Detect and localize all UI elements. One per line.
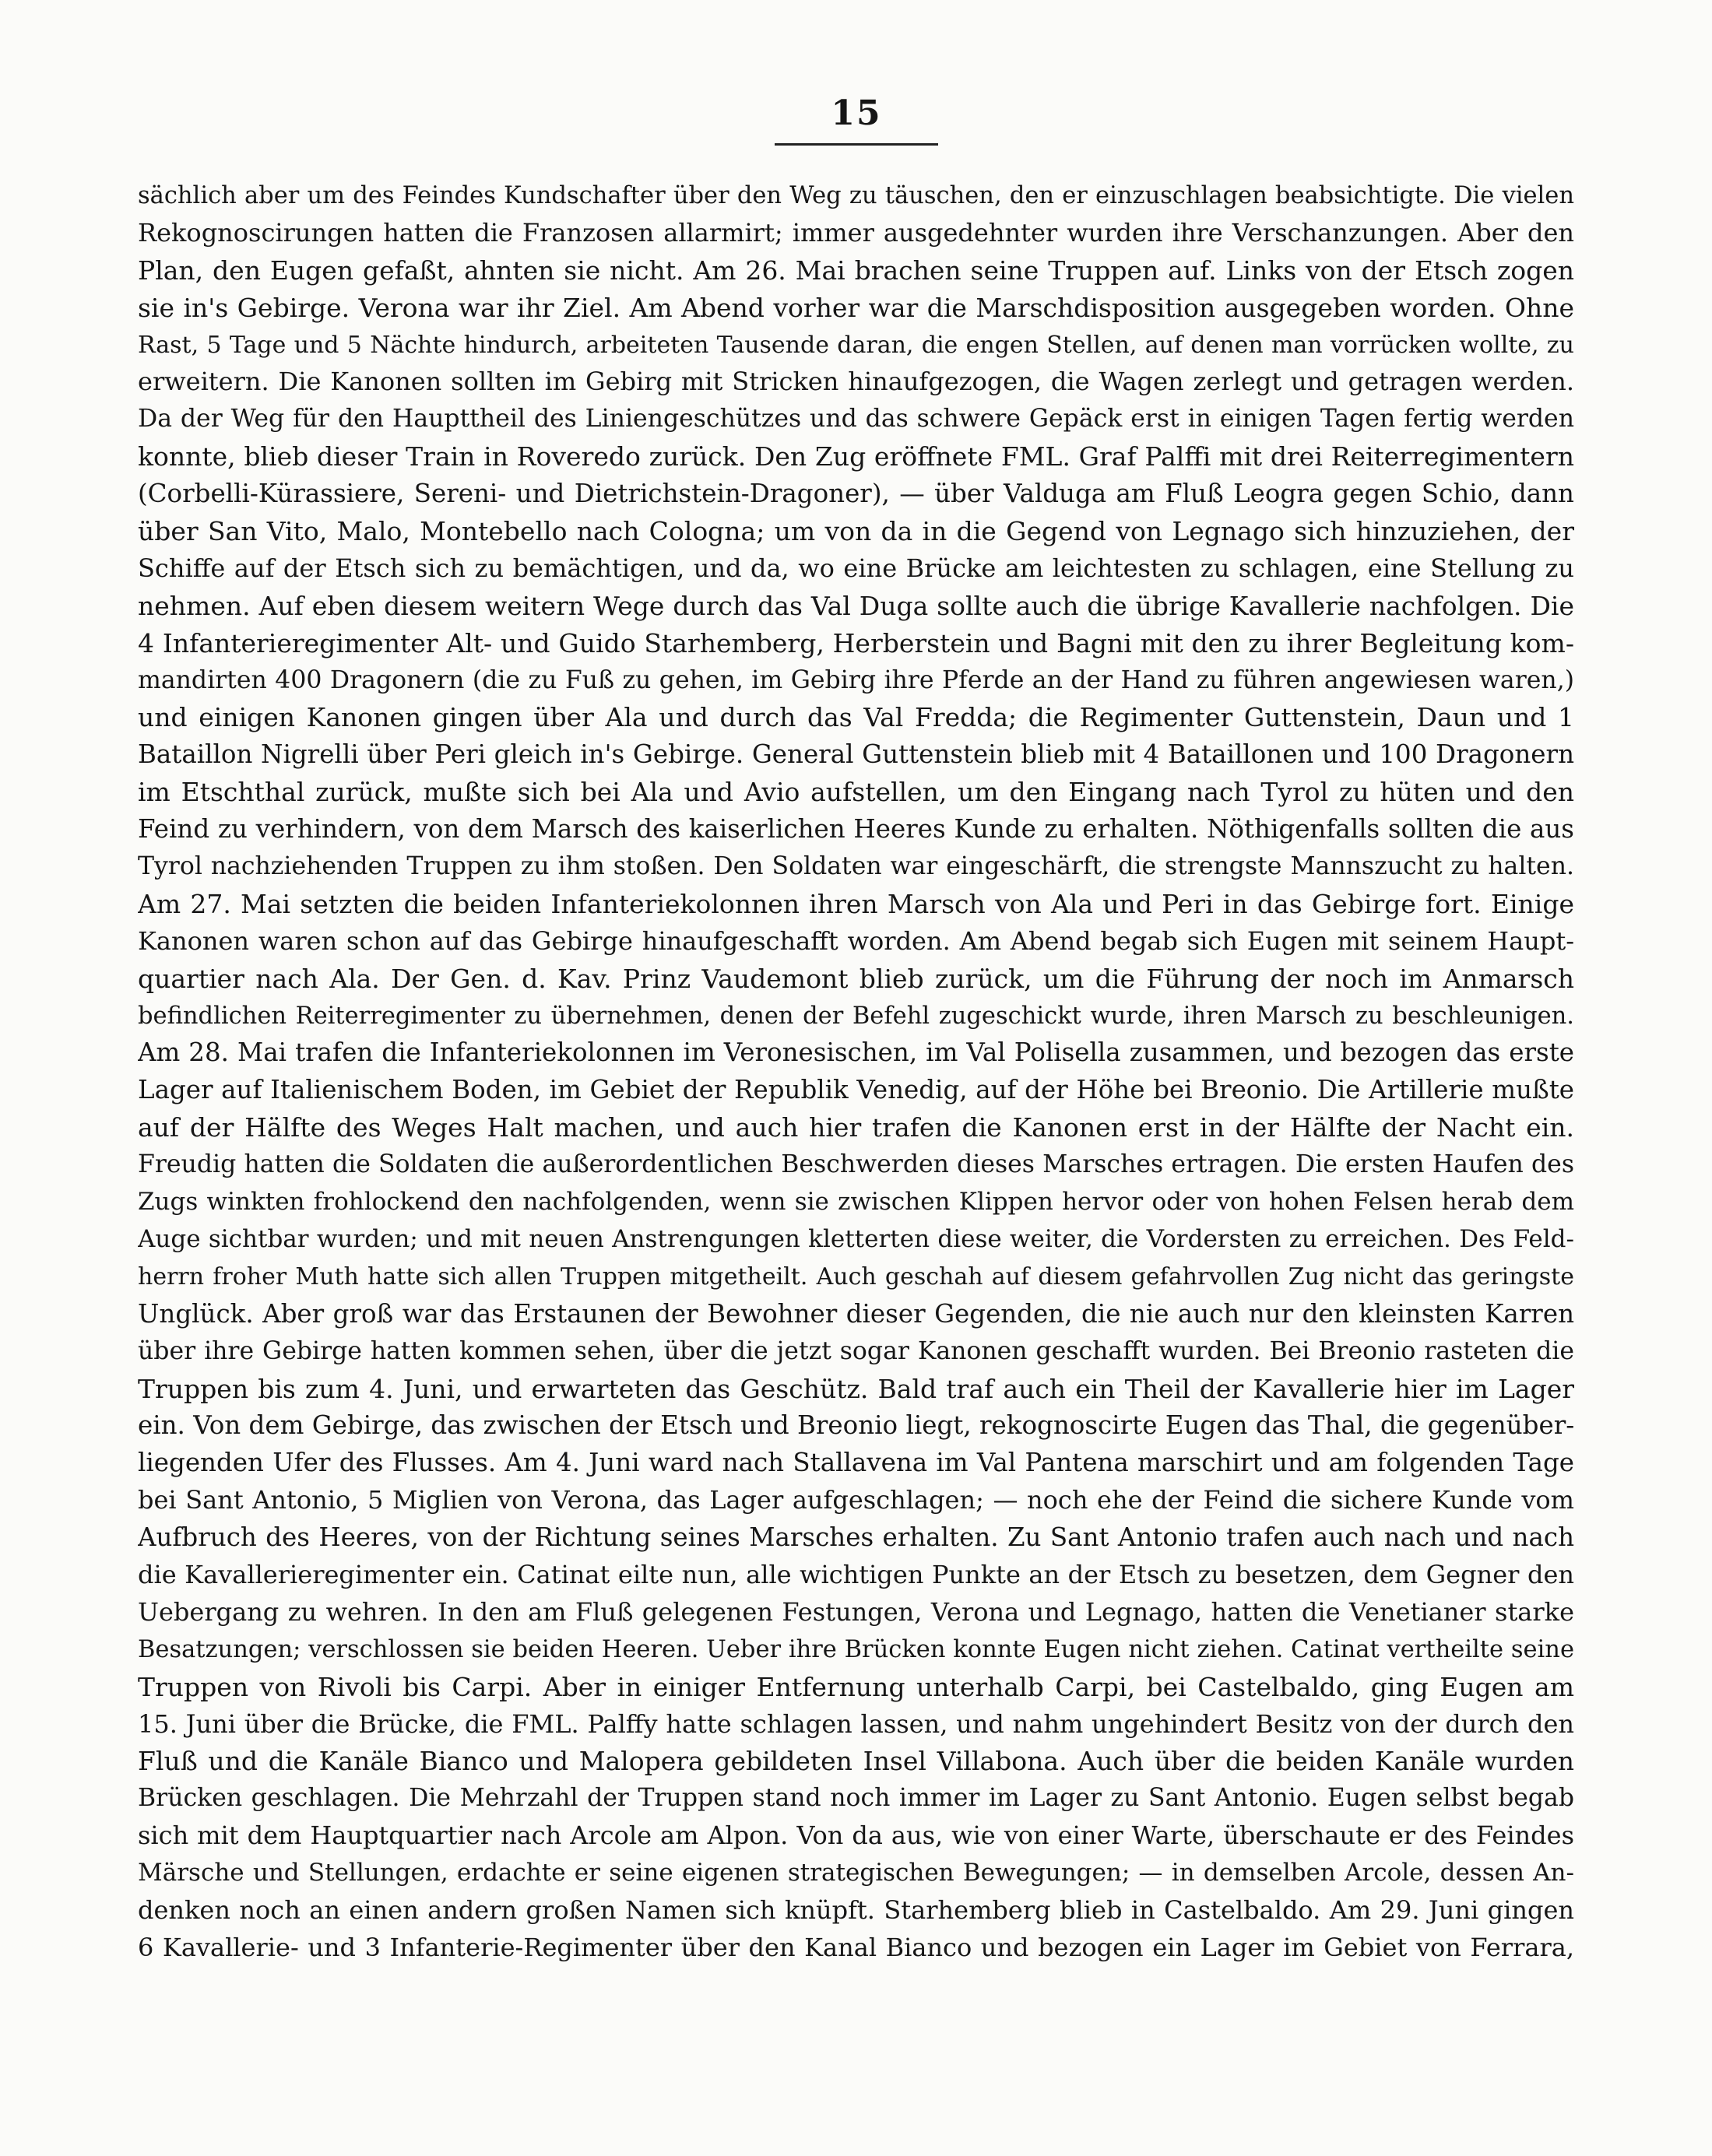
text-line: erweitern. Die Kanonen sollten im Gebirg mit Stricken hinaufgezogen, die Wagen zerlegt und getragen werden. xyxy=(138,367,1574,397)
text-line: sächlich aber um des Feindes Kundschafter über den Weg zu täuschen, den er einzuschlagen beabsichtigte. Die vielen xyxy=(138,182,1574,209)
text-line: Freudig hatten die Soldaten die außerordentlichen Beschwerden dieses Marsches ertragen. Die ersten Haufen des xyxy=(138,1150,1574,1179)
text-line: Fluß und die Kanäle Bianco und Malopera gebildeten Insel Villabona. Auch über die beiden Kanäle wurden xyxy=(138,1746,1574,1777)
body-text xyxy=(138,177,1574,1967)
text-line: mandirten 400 Dragonern (die zu Fuß zu gehen, im Gebirg ihre Pferde an der Hand zu führen angewiesen waren,) xyxy=(138,665,1574,694)
text-line: Brücken geschlagen. Die Mehrzahl der Truppen stand noch immer im Lager zu Sant Antonio. Eugen selbst begab xyxy=(138,1784,1574,1813)
text-line: Truppen bis zum 4. Juni, und erwarteten das Geschütz. Bald traf auch ein Theil der Kavallerie hier im Lager xyxy=(138,1373,1574,1404)
page-number: 15 xyxy=(831,93,882,133)
text-line: über ihre Gebirge hatten kommen sehen, über die jetzt sogar Kanonen geschafft wurden. Bei Breonio rasteten die xyxy=(138,1336,1574,1365)
text-line: konnte, blieb dieser Train in Roveredo zurück. Den Zug eröffnete FML. Graf Palffi mit drei Reiterregimentern xyxy=(138,441,1574,472)
text-line: Besatzungen; verschlossen sie beiden Heeren. Ueber ihre Brücken konnte Eugen nicht ziehen. Catinat vertheilte seine xyxy=(138,1635,1574,1663)
text-line: Am 28. Mai trafen die Infanteriekolonnen im Veronesischen, im Val Polisella zusammen, und bezogen das erste xyxy=(138,1038,1574,1068)
text-line: herrn froher Muth hatte sich allen Truppen mitgetheilt. Auch geschah auf diesem gefahrvollen Zug nicht das geringste xyxy=(138,1262,1574,1290)
text-line: Feind zu verhindern, von dem Marsch des kaiserlichen Heeres Kunde zu erhalten. Nöthigenfalls sollten die aus xyxy=(138,814,1574,844)
text-line: Rekognoscirungen hatten die Franzosen allarmirt; immer ausgedehnter wurden ihre Verschanzungen. Aber den xyxy=(138,217,1574,248)
text-line: quartier nach Ala. Der Gen. d. Kav. Prinz Vaudemont blieb zurück, um die Führung der noch im Anmarsch xyxy=(138,963,1574,994)
text-line: sich mit dem Hauptquartier nach Arcole am Alpon. Von da aus, wie von einer Warte, überschaute er des Feindes xyxy=(138,1821,1574,1851)
text-line: Truppen von Rivoli bis Carpi. Aber in einiger Entfernung unterhalb Carpi, bei Castelbaldo, ging Eugen am xyxy=(138,1671,1574,1702)
text-line: (Corbelli-Kürassiere, Sereni- und Dietrichstein-Dragoner), — über Valduga am Fluß Leogra gegen Schio, dann xyxy=(138,479,1574,509)
text-line: Am 27. Mai setzten die beiden Infanteriekolonnen ihren Marsch von Ala und Peri in das Gebirge fort. Einige xyxy=(138,888,1574,919)
text-line: Kanonen waren schon auf das Gebirge hinaufgeschafft worden. Am Abend begab sich Eugen mit seinem Haupt- xyxy=(138,925,1574,956)
text-line: Rast, 5 Tage und 5 Nächte hindurch, arbeiteten Tausende daran, die engen Stellen, auf denen man vorrücken wollte, zu xyxy=(138,331,1574,359)
text-line: bei Sant Antonio, 5 Miglien von Verona, das Lager aufgeschlagen; — noch ehe der Feind die sichere Kunde vom xyxy=(138,1485,1574,1515)
text-line: Unglück. Aber groß war das Erstaunen der Bewohner dieser Gegenden, die nie auch nur den kleinsten Karren xyxy=(138,1298,1574,1329)
text-line: Schiffe auf der Etsch sich zu bemächtigen, und da, wo eine Brücke am leichtesten zu schlagen, eine Stellung zu xyxy=(138,553,1574,583)
text-line: Auge sichtbar wurden; und mit neuen Anstrengungen kletterten diese weiter, die Vordersten zu erreichen. Des Feld- xyxy=(138,1224,1574,1253)
text-line: auf der Hälfte des Weges Halt machen, und auch hier trafen die Kanonen erst in der Hälfte der Nacht ein. xyxy=(138,1112,1574,1143)
text-line: 4 Infanterieregimenter Alt- und Guido Starhemberg, Herberstein und Bagni mit den zu ihrer Begleitung kom- xyxy=(138,627,1574,658)
text-line: und einigen Kanonen gingen über Ala und durch das Val Fredda; die Regimenter Guttenstein, Daun und 1 xyxy=(138,702,1574,733)
text-line: nehmen. Auf eben diesem weitern Wege durch das Val Duga sollte auch die übrige Kavallerie nachfolgen. Die xyxy=(138,590,1574,621)
text-line: sie in's Gebirge. Verona war ihr Ziel. Am Abend vorher war die Marschdisposition ausgegeben worden. Ohne xyxy=(138,292,1574,323)
text-line: Tyrol nachziehenden Truppen zu ihm stoßen. Den Soldaten war eingeschärft, die strengste Mannszucht zu halten. xyxy=(138,852,1574,881)
text-line: die Kavallerieregimenter ein. Catinat eilte nun, alle wichtigen Punkte an der Etsch zu besetzen, dem Gegner den xyxy=(138,1559,1574,1589)
text-line: denken noch an einen andern großen Namen sich knüpft. Starhemberg blieb in Castelbaldo. Am 29. Juni gingen xyxy=(138,1894,1574,1925)
text-line: im Etschthal zurück, mußte sich bei Ala und Avio aufstellen, um den Eingang nach Tyrol zu hüten und den xyxy=(138,777,1574,808)
text-line: befindlichen Reiterregimenter zu übernehmen, denen der Befehl zugeschickt wurde, ihren Marsch zu beschleunigen. xyxy=(138,1002,1574,1030)
text-line: Aufbruch des Heeres, von der Richtung seines Marsches erhalten. Zu Sant Antonio trafen auch nach und nach xyxy=(138,1522,1574,1553)
text-line: Bataillon Nigrelli über Peri gleich in's Gebirge. General Guttenstein blieb mit 4 Bataillonen und 100 Dragonern xyxy=(138,739,1574,770)
text-line: Uebergang zu wehren. In den am Fluß gelegenen Festungen, Verona und Legnago, hatten die Venetianer starke xyxy=(138,1596,1574,1627)
header-rule xyxy=(775,143,938,146)
text-line: Märsche und Stellungen, erdachte er seine eigenen strategischen Bewegungen; — in demselben Arcole, dessen An- xyxy=(138,1859,1574,1887)
text-line: Plan, den Eugen gefaßt, ahnten sie nicht. Am 26. Mai brachen seine Truppen auf. Links von der Etsch zogen xyxy=(138,255,1574,286)
text-line: Lager auf Italienischem Boden, im Gebiet der Republik Venedig, auf der Höhe bei Breonio. Die Artillerie mußte xyxy=(138,1075,1574,1105)
text-line: Zugs winkten frohlockend den nachfolgenden, wenn sie zwischen Klippen hervor oder von hohen Felsen herab dem xyxy=(138,1188,1574,1217)
text-line: ein. Von dem Gebirge, das zwischen der Etsch und Breonio liegt, rekognoscirte Eugen das Thal, die gegenüber- xyxy=(138,1410,1574,1441)
text-line: liegenden Ufer des Flusses. Am 4. Juni ward nach Stallavena im Val Pantena marschirt und am folgenden Tage xyxy=(138,1448,1574,1478)
text-line: 15. Juni über die Brücke, die FML. Palffy hatte schlagen lassen, und nahm ungehindert Besitz von der durch den xyxy=(138,1708,1574,1739)
text-line: Da der Weg für den Haupttheil des Liniengeschützes und das schwere Gepäck erst in einigen Tagen fertig werden xyxy=(138,405,1574,434)
text-line: 6 Kavallerie- und 3 Infanterie-Regimenter über den Kanal Bianco und bezogen ein Lager im Gebiet von Ferrara, xyxy=(138,1932,1574,1962)
text-line: über San Vito, Malo, Montebello nach Cologna; um von da in die Gegend von Legnago sich hinzuziehen, der xyxy=(138,516,1574,547)
